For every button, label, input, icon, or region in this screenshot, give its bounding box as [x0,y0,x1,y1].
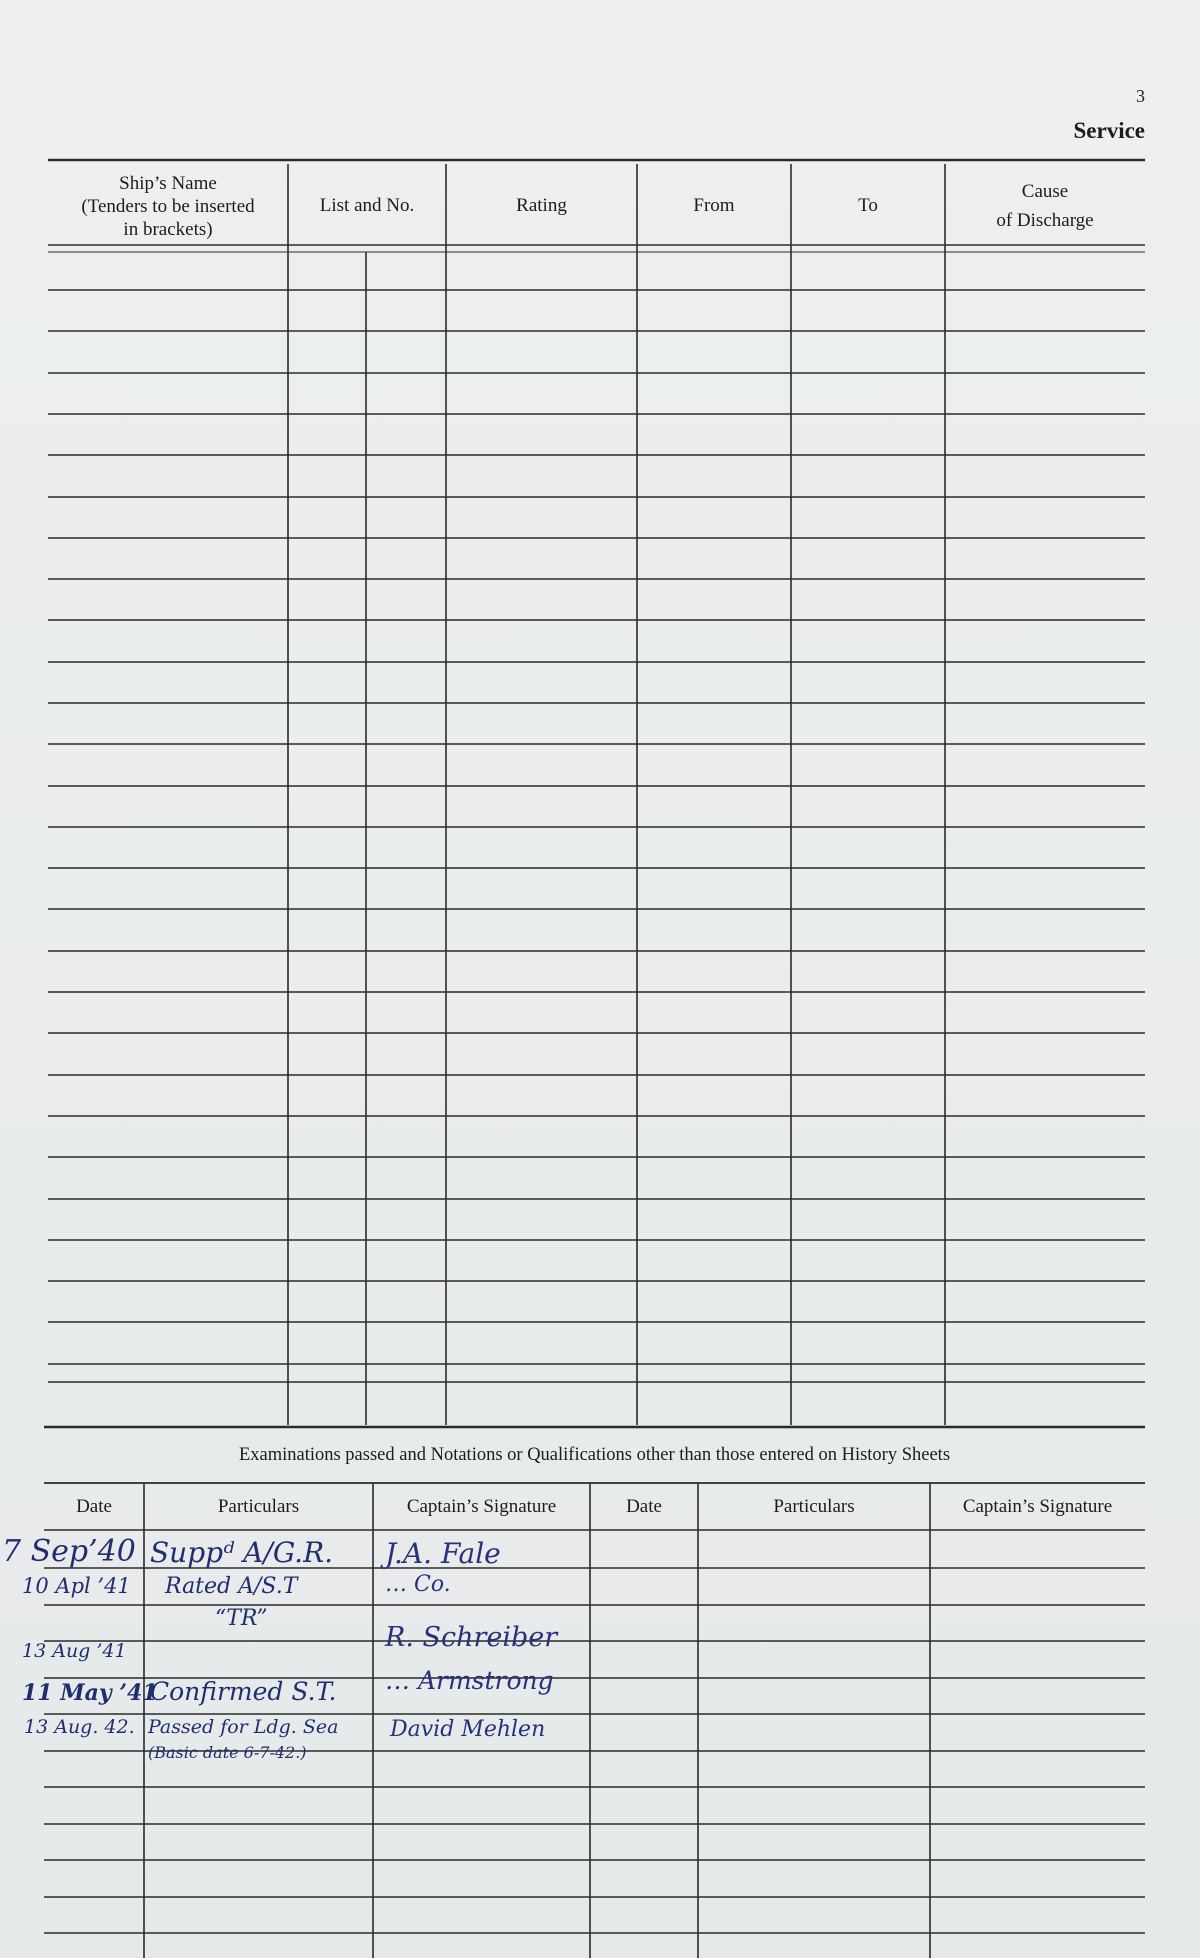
exam-header-particulars-right: Particulars [773,1496,855,1517]
exam-header-date-right: Date [626,1496,662,1517]
exam-section-title: Examinations passed and Notations or Qualifications other than those entered on History Sheets [238,1445,951,1465]
page-number: 3 [1136,86,1145,106]
entry-date: 7 Sep’40 [2,1534,136,1569]
entry-date: 11 May ’41 [22,1680,158,1706]
entry-date: 13 Aug. 42. [24,1716,135,1738]
header-cause-of-discharge: Cause of Discharge [996,181,1094,231]
entry-signature: R. Schreiber [385,1622,558,1653]
entry-particulars-note: (Basic date 6-7-42.) [148,1743,307,1762]
header-ships-name: Ship’s Name (Tenders to be inserted in brackets) [81,173,255,240]
header-list-no: List and No. [319,195,415,216]
header-to: To [858,195,878,216]
entry-signature: David Mehlen [390,1717,546,1742]
entry-particulars: Passed for Ldg. Sea [148,1716,339,1738]
exam-header-signature-left: Captain’s Signature [406,1496,557,1517]
entry-particulars: Confirmed S.T. [150,1677,337,1706]
entry-particulars: Rated A/S.T [165,1574,298,1599]
header-rating: Rating [516,195,567,216]
entry-date: 13 Aug ’41 [22,1640,127,1662]
section-title: Service [1073,118,1145,143]
entry-signature: … Co. [385,1572,451,1597]
entry-particulars: Suppᵈ A/G.R. [150,1536,334,1569]
entry-signature: … Armstrong [385,1666,554,1695]
exam-header-date-left: Date [76,1496,112,1517]
entry-signature: J.A. Fale [385,1537,501,1570]
entry-date: 10 Apl ’41 [22,1574,131,1598]
exam-header-particulars-left: Particulars [217,1496,300,1517]
entry-particulars: “TR” [215,1606,268,1631]
header-from: From [693,195,735,216]
exam-header-signature-right: Captain’s Signature [962,1496,1113,1517]
